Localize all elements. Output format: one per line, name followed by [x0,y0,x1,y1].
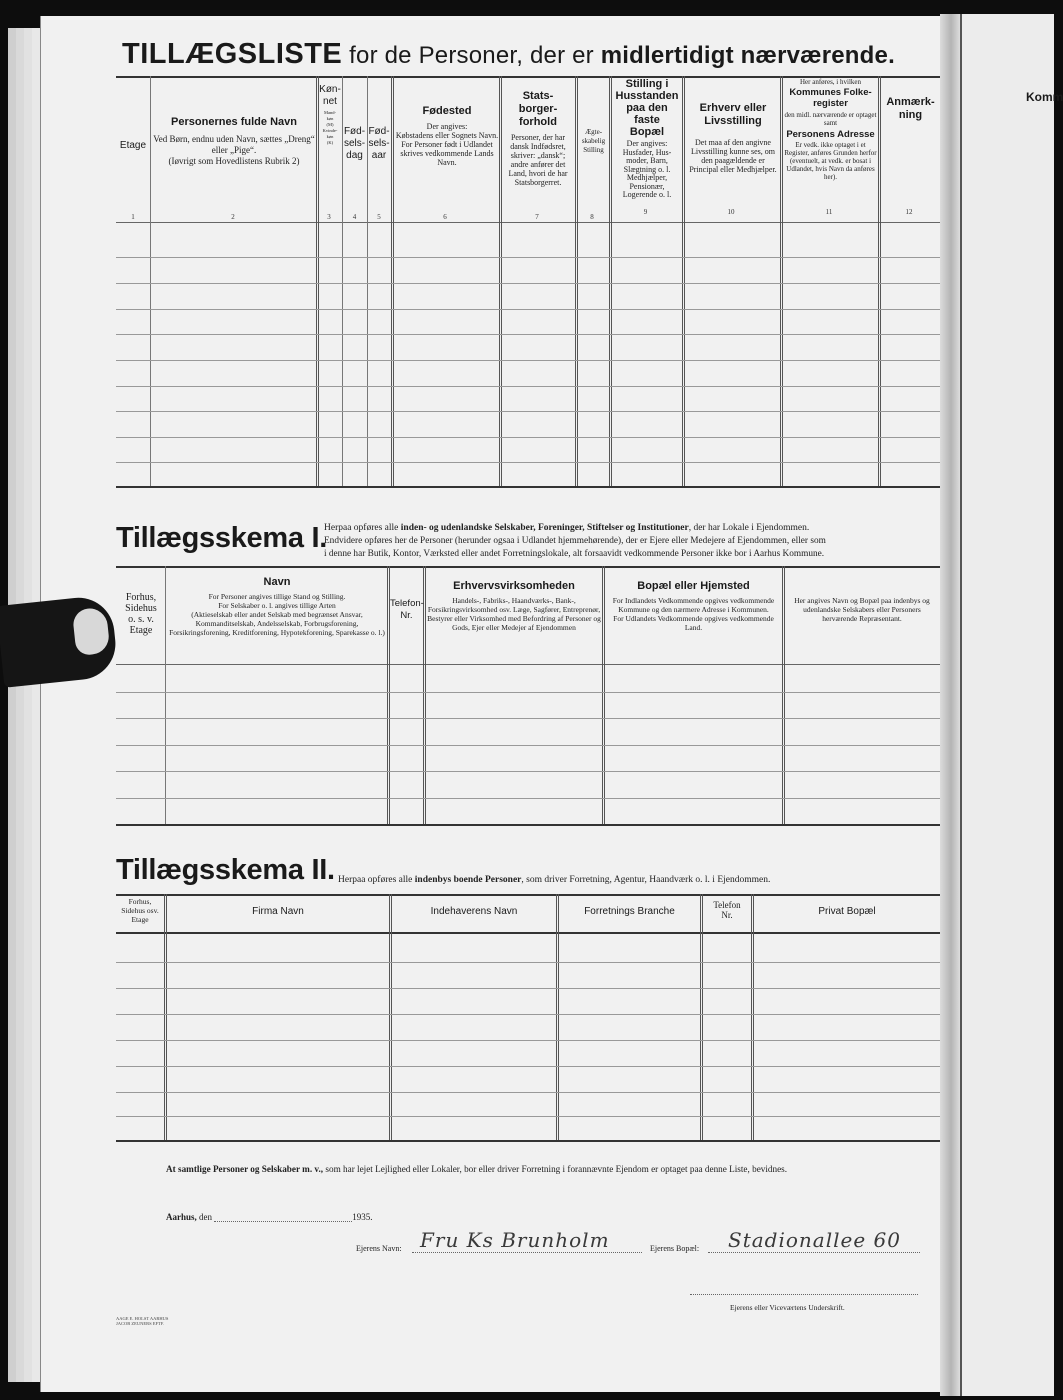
col-header-birthyear: Fød- sels- aar [368,126,390,161]
col-number: 7 [535,213,539,221]
thumbnail [72,607,111,656]
s2-col-header-branch: Forretnings Branche [584,906,675,917]
col-header-name: Personernes fulde Navn Ved Børn, endnu uden Navn, sættes „Dreng“ eller „Pige“. (Iøvrigt som Hovedlistens Rubrik 2) [153,116,315,166]
book-gutter [940,14,962,1396]
s1-col-header-phone: Telefon- Nr. [390,598,424,621]
s2-col-header-firm: Firma Navn [252,906,304,917]
date-line: Aarhus, den 1935. [166,1212,373,1222]
schedule-1-intro: Herpaa opføres alle inden- og udenlandske Selskaber, Foreninger, Stiftelser og Institutioner, der har Lokale i Ejendommen. [324,523,810,533]
col-number: 12 [905,208,913,216]
col-header-occupation: Erhverv eller Livsstilling Det maa af den angivne Livsstilling kunne ses, om den paagældende er Principal eller Medhjælper. [689,102,777,174]
page-title [122,38,922,71]
col-number: 4 [352,213,357,221]
col-header-citizenship: Stats- borger- forhold Personer, der har dansk Indfødsret, skriver: „dansk“; andre anfører det Land, hvori de har Statsborgerret. [508,90,568,187]
col-number: 5 [377,213,381,221]
s1-col-header-business: Erhvervsvirksomheden Handels-, Fabriks-, Haandværks-, Bank-, Forsikringsvirksomhed osv. Læge, Sagfører, Entreprenør, Bestyrer eller Virksomhed med Befordring af Personer og Gods, Ejer eller Medejer af Ejendommen [427,580,601,632]
s1-col-header-residence: Bopæl eller Hjemsted For Indlandets Vedkommende opgives vedkommende Kommune og den nærmere Adresse i Kommunen. For Udlandets Vedkommende opgives vedkommende Land. [612,580,775,632]
s1-col-header-representative: Her angives Navn og Bopæl paa indenbys og udenlandske Selskabers eller Personers herværende Repræsentant. [794,596,930,623]
s1-col-header-floor: Forhus, Sidehus o. s. v. Etage [125,592,157,636]
col-number: 11 [825,208,833,216]
col-number: 1 [131,213,135,221]
facing-page-header: Komm [1026,90,1063,104]
signature-label: Ejerens eller Viceværtens Underskrift. [730,1303,845,1312]
schedule-1-title: Tillægsskema I. [116,522,327,554]
title-main: TILLÆGSLISTE [122,38,343,70]
attestation-statement: At samtlige Personer og Selskaber m. v., som har lejet Lejlighed eller Lokaler, bor eller driver Forretning i forannævnte Ejendom er optaget paa denne Liste, bevidnes. [166,1164,788,1174]
s1-col-header-name: Navn For Personer angives tillige Stand og Stilling. For Selskaber o. l. angives tillige Arten (Aktieselskab eller andet Selskab med begrænset Ansvar, Kommanditselskab, Andelsselskab, Forbrugsforening, Forsikringsforening, Kreditforening, Hypotekforening, Sparekasse o. l.) [169,576,385,637]
owner-address-handwritten: Stadionallee 60 [728,1228,901,1252]
col-header-marital: Ægte- skabelig Stilling [581,128,606,154]
col-number: 8 [590,213,594,221]
col-header-register: Her anføres, i hvilken Kommunes Folke- register den midl. nærværende er optaget samt Personens Adresse Er vedk. ikke optaget i et Register, anføres Grunden herfor (eventuelt, at vedk. er bosat i Udlandet, hvis Navn da anføres her). [784,78,877,181]
col-header-remarks: Anmærk- ning [886,96,935,121]
col-number: 9 [643,208,648,216]
col-number: 6 [443,213,447,221]
col-header-birthplace: Fødested Der angives: Købstadens eller Sognets Navn. For Personer født i Udlandet skrives vedkommende Lands Navn. [395,105,499,167]
schedule-2-title: Tillægsskema II. [116,854,335,886]
schedule-1-intro-line2: Endvidere opføres her de Personer (herunder ogsaa i Udlandet hjemmehørende), der er Ejere eller Medejere af Ejendommen, eller som [324,536,826,546]
s2-col-header-private-address: Privat Bopæl [818,906,876,917]
col-header-etage: Etage [119,140,147,151]
schedule-1-intro-line3: i denne har Butik, Kontor, Værksted eller andet Forretningslokale, alt forsaavidt vedkommende Personer ikke bor i Aarhus Kommune. [324,549,825,559]
col-number: 3 [327,213,331,221]
col-number: 2 [231,213,235,221]
schedule-2-intro: Herpaa opføres alle indenbys boende Personer, som driver Forretning, Agentur, Haandværk o. l. i Ejendommen. [338,875,771,885]
title-end: midlertidigt nærværende. [600,42,895,69]
owner-name-label: Ejerens Navn: [356,1244,402,1253]
owner-address-label: Ejerens Bopæl: [650,1244,700,1253]
col-header-household: Stilling i Husstanden paa den faste Bopæl Der angives: Husfader, Hus- moder, Barn, Slægtning o. l. Medhjælper, Pensionær, Logerende o. l. [615,78,679,199]
col-header-sex: Køn- net Mand- køn (M) Kvinde- køn (K) [319,84,341,145]
owner-name-handwritten: Fru Ks Brunholm [420,1228,610,1252]
title-middle: for de Personer, der er [342,42,601,69]
s2-col-header-floor: Forhus, Sidehus osv. Etage [121,897,159,924]
printer-mark: AAGE E. HOLST AARHUS JACOB ZEUNERS EFTF. [116,1316,169,1326]
col-header-birthday: Fød- sels- dag [343,126,366,161]
col-number: 10 [727,208,735,216]
s2-col-header-owner: Indehaverens Navn [430,906,518,917]
s2-col-header-phone: Telefon Nr. [713,900,741,920]
facing-page [960,14,1063,1396]
